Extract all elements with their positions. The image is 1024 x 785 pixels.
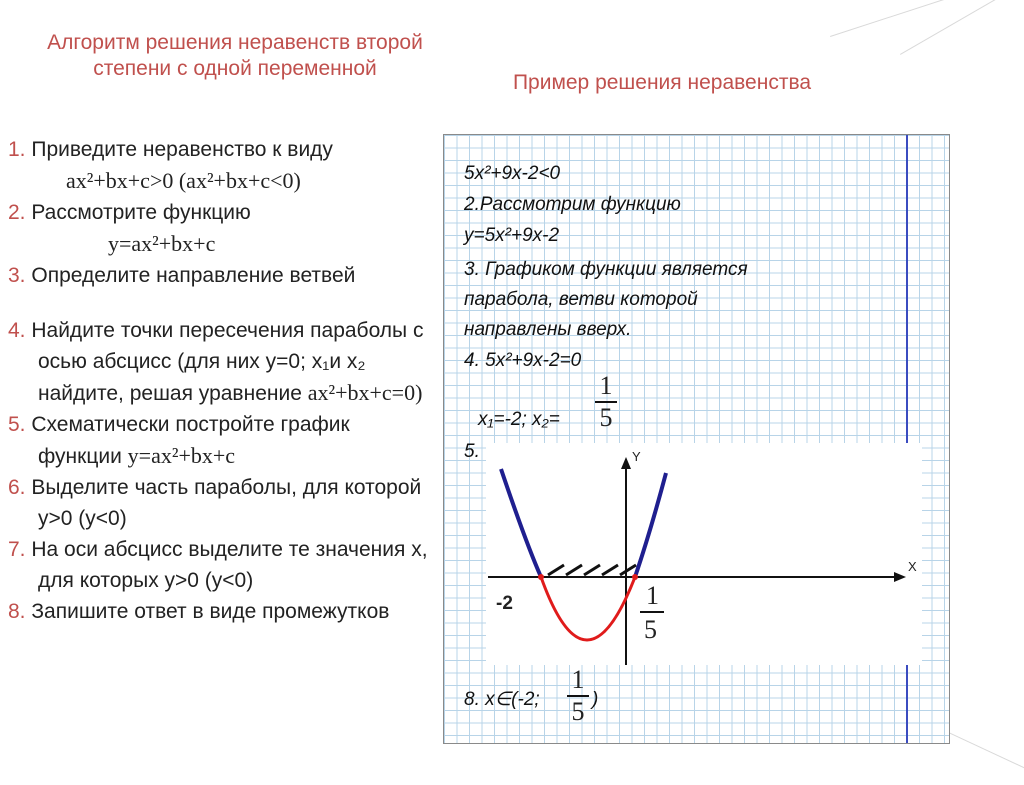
step-number: 4.: [8, 319, 26, 342]
step-4: [8, 315, 438, 409]
step-formula: y=ax²+bx+c: [127, 443, 236, 468]
example-step-3-line1: 3. Графиком функции является: [464, 259, 748, 280]
example-panel: [443, 134, 950, 744]
step-5: [8, 409, 438, 472]
fraction-numerator: 1: [571, 665, 585, 694]
example-step-4: 4. 5x²+9x-2=0: [464, 350, 582, 371]
step-formula: ax²+bx+c>0 (ax²+bx+c<0): [66, 168, 301, 193]
step-2: [8, 197, 438, 260]
root-fraction: [595, 371, 617, 433]
step-text: Определите направление ветвей: [31, 264, 356, 287]
left-root-label: -2: [496, 593, 513, 614]
example-step-3-line3: направлены вверх.: [464, 319, 632, 340]
step-number: 2.: [8, 201, 26, 224]
answer-fraction: [567, 665, 589, 727]
decorative-line: [830, 0, 1024, 37]
step-8: [8, 596, 438, 627]
algorithm-heading: Алгоритм решения неравенств второй степени с одной переменной: [47, 31, 423, 80]
step-text: Рассмотрите функцию: [31, 201, 251, 224]
step-number: 3.: [8, 264, 26, 287]
y-axis-label: Y: [632, 449, 641, 464]
example-inequality: 5x²+9x-2<0: [464, 163, 561, 184]
parabola-negative-arc: [541, 577, 635, 640]
root-point-right: [632, 574, 638, 580]
example-heading: Пример решения неравенства: [512, 71, 812, 94]
fraction-denominator: 5: [595, 401, 617, 433]
step-3: [8, 260, 438, 291]
example-step-3-line2: парабола, ветви которой: [464, 289, 698, 310]
answer-close-paren: ): [592, 689, 599, 710]
fraction-denominator: 5: [567, 695, 589, 727]
graph-canvas: [486, 443, 922, 665]
step-text: Выделите часть параболы, для которой y>0 (y<0): [31, 476, 422, 530]
step-6: [8, 472, 438, 534]
step-number: 6.: [8, 476, 26, 499]
step-formula: y=ax²+bx+c: [108, 231, 216, 256]
fraction-numerator: 1: [599, 371, 613, 400]
step-text: На оси абсцисс выделите те значения x, для которых y>0 (y<0): [31, 538, 428, 592]
example-roots: x₁=-2; x₂=: [478, 409, 560, 430]
algorithm-steps: [8, 134, 438, 627]
graph-fraction-numerator: 1: [646, 581, 659, 610]
step-formula: ax²+bx+c=0): [307, 380, 423, 405]
x-axis-label: X: [908, 559, 917, 574]
example-answer: 8. x∈(-2;: [464, 689, 540, 710]
step-number: 7.: [8, 538, 26, 561]
x-axis-arrow-icon: [894, 572, 906, 582]
parabola-left-branch: [501, 469, 541, 577]
step-1: [8, 134, 438, 197]
step-text: Приведите неравенство к виду: [31, 138, 333, 161]
root-point-left: [538, 574, 544, 580]
step-number: 1.: [8, 138, 26, 161]
example-step-5: 5.: [464, 441, 480, 462]
step-text: Схематически постройте график функции: [31, 413, 350, 468]
graph-fraction-denominator: 5: [644, 615, 657, 644]
y-axis-arrow-icon: [621, 457, 631, 469]
solution-hatching: [548, 565, 636, 575]
step-number: 8.: [8, 600, 26, 623]
parabola-right-branch: [635, 473, 666, 577]
step-text: Найдите точки пересечения параболы с осью абсцисс (для них y=0; x₁и x₂ найдите, решая уравнение: [31, 319, 424, 405]
step-7: [8, 534, 438, 596]
example-function: y=5x²+9x-2: [464, 225, 560, 246]
step-number: 5.: [8, 413, 26, 436]
example-step-2: 2.Рассмотрим функцию: [464, 194, 681, 215]
step-text: Запишите ответ в виде промежутков: [31, 600, 390, 623]
parabola-graph: [486, 443, 922, 665]
